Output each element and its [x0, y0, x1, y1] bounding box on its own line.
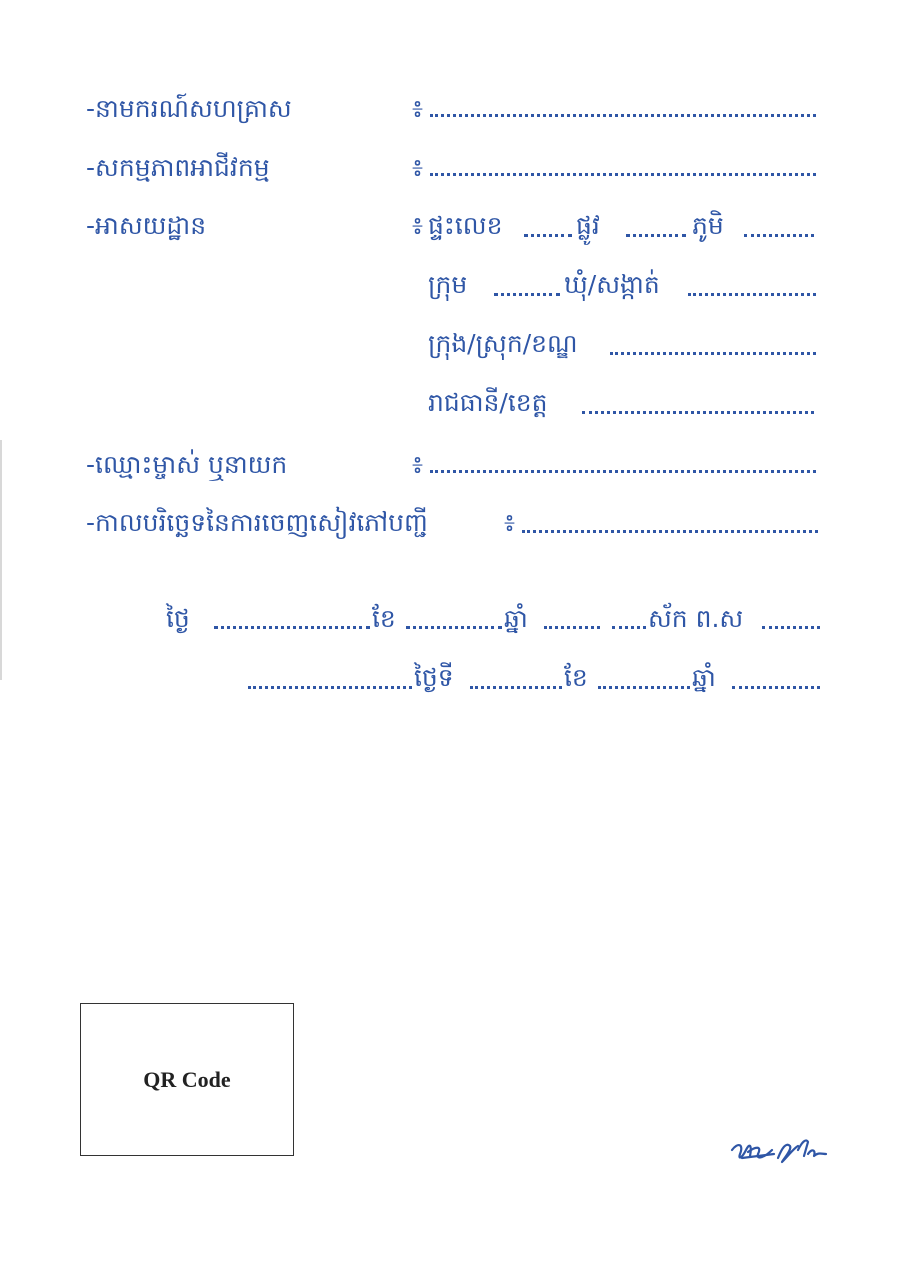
business-activity-colon: ៖ [412, 153, 423, 182]
address-colon: ៖ [412, 211, 423, 240]
solar-year-label: ឆ្នាំ [692, 663, 716, 692]
province-label: រាជធានី/ខេត្ត [428, 388, 548, 417]
solar-day-blank[interactable] [470, 686, 562, 689]
place-blank[interactable] [248, 686, 412, 689]
solar-day-label: ថ្ងៃទី [414, 663, 454, 692]
business-activity-blank[interactable] [430, 173, 816, 176]
solar-year-blank[interactable] [732, 686, 820, 689]
village-blank[interactable] [744, 234, 814, 237]
solar-month-blank[interactable] [598, 686, 690, 689]
owner-name-label: -ឈ្មោះម្ចាស់ ឬនាយក [86, 450, 288, 479]
commune-label: ឃុំ/សង្កាត់ [564, 270, 660, 299]
house-number-label: ផ្ទះលេខ [428, 211, 503, 240]
district-blank[interactable] [610, 352, 816, 355]
lunar-year-label: ឆ្នាំ [504, 604, 528, 633]
province-blank[interactable] [582, 411, 814, 414]
page-edge-mark [0, 440, 2, 680]
lunar-day-blank[interactable] [214, 626, 370, 629]
owner-name-blank[interactable] [430, 470, 816, 473]
lunar-day-label: ថ្ងៃ [166, 604, 190, 633]
qr-code-label: QR Code [143, 1066, 231, 1092]
qr-code-box [80, 1003, 294, 1156]
district-label: ក្រុង/ស្រុក/ខណ្ឌ [428, 329, 578, 358]
signature-mark [728, 1128, 832, 1172]
lunar-era-prefix-blank[interactable] [612, 626, 646, 629]
group-label: ក្រុម [428, 270, 468, 299]
commune-blank[interactable] [688, 293, 816, 296]
lunar-year-blank[interactable] [544, 626, 600, 629]
solar-month-label: ខែ [564, 663, 588, 692]
street-label: ផ្លូវ [576, 211, 600, 240]
lunar-era-label: ស័ក ព.ស [648, 604, 744, 633]
enterprise-name-label: -នាមករណ៍សហគ្រាស [86, 94, 292, 123]
village-label: ភូមិ [692, 211, 724, 240]
house-number-blank[interactable] [524, 234, 572, 237]
issue-date-blank[interactable] [522, 530, 818, 533]
enterprise-name-blank[interactable] [430, 114, 816, 117]
issue-date-label: -កាលបរិច្ឆេទនៃការចេញសៀវភៅបញ្ជី [86, 508, 428, 537]
business-activity-label: -សកម្មភាពអាជីវកម្ម [86, 153, 270, 182]
owner-name-colon: ៖ [412, 450, 423, 479]
street-blank[interactable] [626, 234, 686, 237]
group-blank[interactable] [494, 293, 560, 296]
address-label: -អាសយដ្ឋាន [86, 211, 207, 240]
enterprise-name-colon: ៖ [412, 94, 423, 123]
lunar-era-blank[interactable] [762, 626, 820, 629]
issue-date-colon: ៖ [504, 508, 515, 537]
lunar-month-blank[interactable] [406, 626, 502, 629]
lunar-month-label: ខែ [372, 604, 396, 633]
